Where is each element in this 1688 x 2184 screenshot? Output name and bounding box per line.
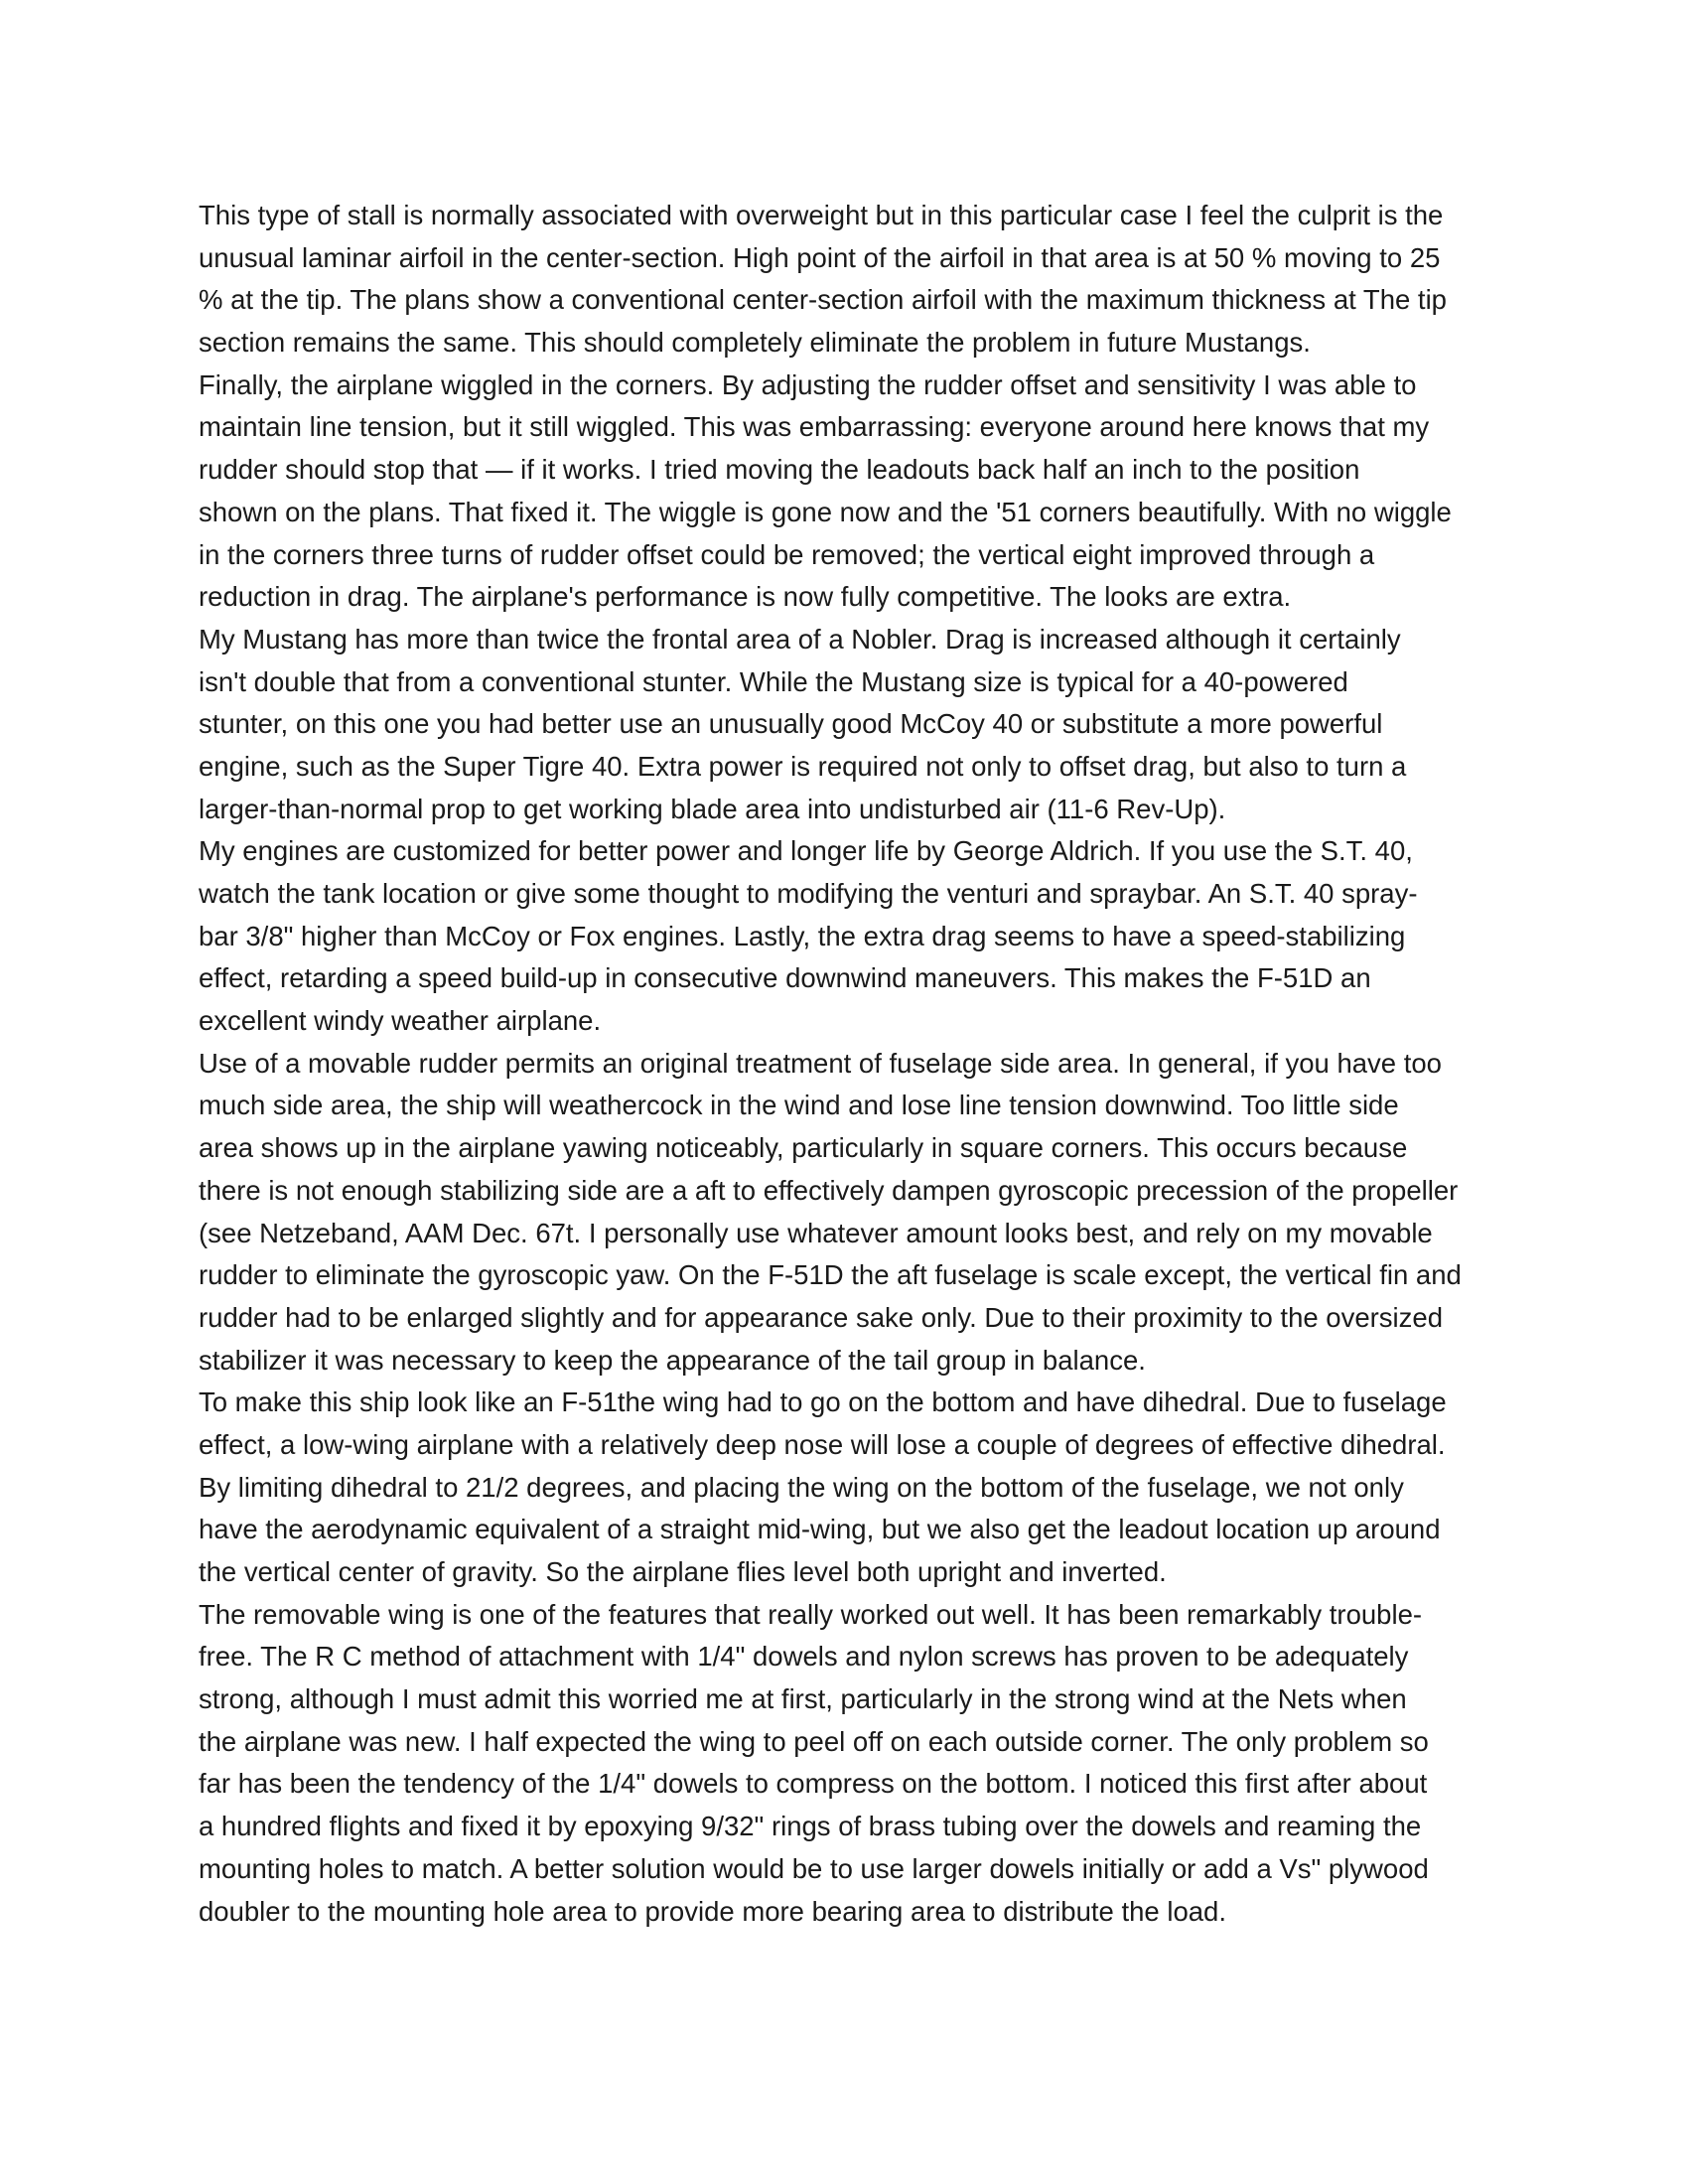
text-line: isn't double that from a conventional stunter. While the Mustang size is typical for a 40-powered <box>199 665 1348 697</box>
text-line: area shows up in the airplane yawing noticeably, particularly in square corners. This occurs because <box>199 1132 1408 1164</box>
text-line: Use of a movable rudder permits an original treatment of fuselage side area. In general, if you have too <box>199 1047 1442 1079</box>
text-line: rudder had to be enlarged slightly and for appearance sake only. Due to their proximity to the oversized <box>199 1301 1443 1333</box>
text-line: reduction in drag. The airplane's performance is now fully competitive. The looks are extra. <box>199 581 1292 613</box>
text-line: the vertical center of gravity. So the airplane flies level both upright and inverted. <box>199 1556 1167 1587</box>
text-line: mounting holes to match. A better solution would be to use larger dowels initially or add a Vs" plywood <box>199 1852 1429 1884</box>
text-line: strong, although I must admit this worried me at first, particularly in the strong wind at the Nets when <box>199 1683 1407 1715</box>
text-line: larger-than-normal prop to get working blade area into undisturbed air (11-6 Rev-Up). <box>199 793 1226 824</box>
text-line: the airplane was new. I half expected the wing to peel off on each outside corner. The only problem so <box>199 1725 1429 1757</box>
text-line: maintain line tension, but it still wiggled. This was embarrassing: everyone around here knows that my <box>199 411 1430 443</box>
text-line: free. The R C method of attachment with 1/4" dowels and nylon screws has proven to be adequately <box>199 1641 1409 1673</box>
text-line: stabilizer it was necessary to keep the appearance of the tail group in balance. <box>199 1344 1146 1376</box>
text-line: stunter, on this one you had better use an unusually good McCoy 40 or substitute a more powerful <box>199 708 1383 740</box>
text-line: This type of stall is normally associated with overweight but in this particular case I feel the culprit is the <box>199 200 1444 230</box>
text-line: watch the tank location or give some thought to modifying the venturi and spraybar. An S.T. 40 spray- <box>199 878 1418 909</box>
text-line: My engines are customized for better power and longer life by George Aldrich. If you use the S.T. 40, <box>199 835 1413 867</box>
text-line: My Mustang has more than twice the frontal area of a Nobler. Drag is increased although it certainly <box>199 623 1401 655</box>
text-line: have the aerodynamic equivalent of a straight mid-wing, but we also get the leadout location up around <box>199 1514 1441 1545</box>
text-line: unusual laminar airfoil in the center-section. High point of the airfoil in that area is at 50 % moving to 25 <box>199 241 1441 273</box>
text-line: rudder should stop that — if it works. I tried moving the leadouts back half an inch to the position <box>199 454 1360 486</box>
text-line: engine, such as the Super Tigre 40. Extra power is required not only to offset drag, but also to turn a <box>199 750 1407 782</box>
text-line: doubler to the mounting hole area to provide more bearing area to distribute the load. <box>199 1895 1226 1927</box>
text-line: By limiting dihedral to 21/2 degrees, and placing the wing on the bottom of the fuselage, we not only <box>199 1471 1404 1503</box>
text-line: rudder to eliminate the gyroscopic yaw. On the F-51D the aft fuselage is scale except, the vertical fin and <box>199 1259 1462 1291</box>
text-line: effect, a low-wing airplane with a relatively deep nose will lose a couple of degrees of effective dihedral. <box>199 1428 1446 1460</box>
text-line: section remains the same. This should completely eliminate the problem in future Mustangs. <box>199 327 1311 359</box>
text-line: excellent windy weather airplane. <box>199 1005 602 1037</box>
text-line: bar 3/8" higher than McCoy or Fox engines. Lastly, the extra drag seems to have a speed-stabilizing <box>199 920 1406 951</box>
text-line: in the corners three turns of rudder offset could be removed; the vertical eight improved through a <box>199 538 1375 570</box>
text-line: a hundred flights and fixed it by epoxying 9/32" rings of brass tubing over the dowels and reaming the <box>199 1811 1422 1842</box>
body-text <box>199 195 1489 1933</box>
text-line: there is not enough stabilizing side are a aft to effectively dampen gyroscopic precession of the propeller <box>199 1174 1459 1206</box>
text-line: far has been the tendency of the 1/4" dowels to compress on the bottom. I noticed this first after about <box>199 1768 1428 1800</box>
text-line: To make this ship look like an F-51the wing had to go on the bottom and have dihedral. Due to fuselage <box>199 1386 1447 1418</box>
text-line: much side area, the ship will weathercock in the wind and lose line tension downwind. Too little side <box>199 1090 1399 1121</box>
text-line: % at the tip. The plans show a conventional center-section airfoil with the maximum thickness at The tip <box>199 284 1447 316</box>
text-line: shown on the plans. That fixed it. The wiggle is gone now and the '51 corners beautifully. With no wiggle <box>199 496 1452 527</box>
text-line: Finally, the airplane wiggled in the corners. By adjusting the rudder offset and sensitivity I was able to <box>199 368 1417 400</box>
text-line: The removable wing is one of the features that really worked out well. It has been remarkably trouble- <box>199 1598 1423 1630</box>
text-line: (see Netzeband, AAM Dec. 67t. I personally use whatever amount looks best, and rely on my movable <box>199 1217 1433 1248</box>
text-line: effect, retarding a speed build-up in consecutive downwind maneuvers. This makes the F-51D an <box>199 962 1371 994</box>
